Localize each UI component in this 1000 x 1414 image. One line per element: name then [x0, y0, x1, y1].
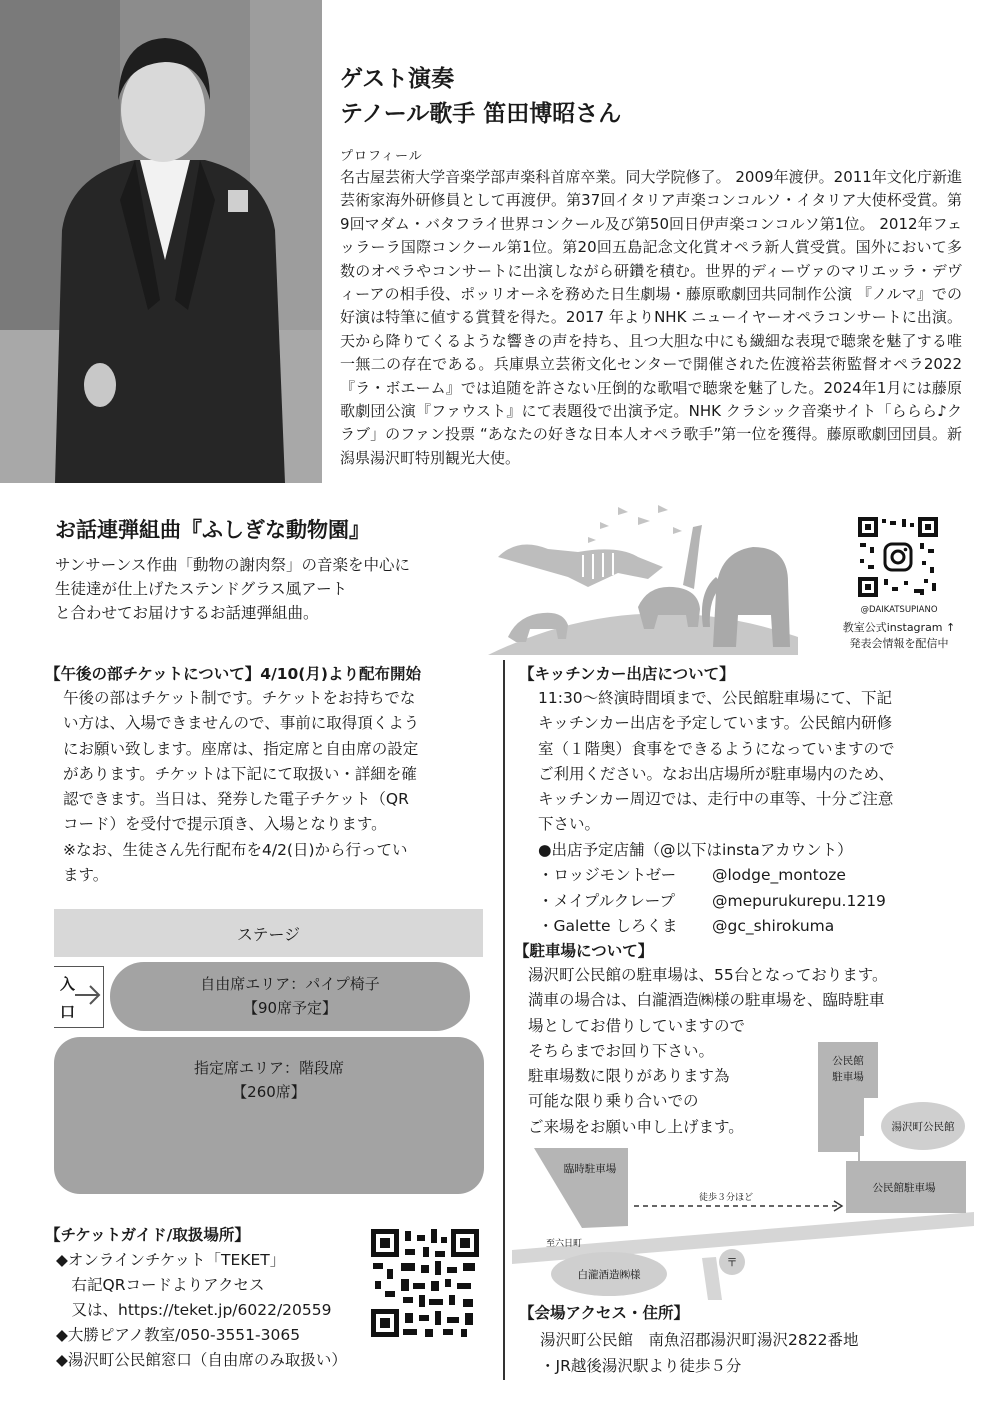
parking-line: 満車の場合は、白瀧酒造㈱様の駐車場を、臨時駐車: [528, 991, 885, 1010]
column-divider: [503, 660, 505, 1380]
venue-map: [512, 1040, 974, 1300]
afternoon-ticket-body: [63, 686, 493, 888]
instagram-note-line: 発表会情報を配信中: [849, 637, 949, 650]
parking-line: 場としてお借りしていますので: [528, 1016, 746, 1035]
access-heading: 【会場アクセス・住所】: [519, 1304, 690, 1322]
afternoon-line: 認できます。当日は、発券した電子チケット（QR: [63, 790, 409, 809]
afternoon-line: コード）を受付で提示頂き、入場となります。: [63, 815, 387, 834]
free-seat-label: 自由席エリア：パイプ椅子: [200, 975, 380, 993]
instagram-handle: @DAIKATSUPIANO: [860, 605, 938, 615]
temporary-parking-label: 臨時駐車場: [563, 1163, 617, 1175]
reserved-seat-area: [54, 1037, 484, 1194]
kitchen-car-body: [538, 686, 978, 838]
afternoon-line: い方は、入場できませんので、事前に取得頂くよう: [63, 714, 420, 733]
guest-heading-line1: ゲスト演奏: [340, 66, 455, 92]
reserved-seat-label: 指定席エリア：階段席: [193, 1059, 344, 1077]
tenor-portrait: [0, 0, 322, 483]
shop-item: [538, 889, 978, 914]
guide-line: ◆湯沢町公民館窓口（自由席のみ取扱い）: [56, 1351, 347, 1369]
medley-desc-line: と合わせてお届けするお話連弾組曲。: [55, 604, 319, 622]
post-office-icon: 〒: [726, 1256, 738, 1269]
instagram-note: [836, 620, 962, 652]
medley-title: お話連弾組曲『ふしぎな動物園』: [55, 518, 370, 542]
guide-line: ◆オンラインチケット「TEKET」: [56, 1251, 286, 1269]
shop-name: ・Galette しろくま: [538, 916, 678, 935]
access-address: 湯沢町公民館 南魚沼郡湯沢町湯沢2822番地: [540, 1331, 859, 1349]
hall-parking-label: 駐車場: [832, 1071, 864, 1083]
afternoon-line: ます。: [63, 866, 109, 885]
teket-qr-code[interactable]: [371, 1229, 479, 1337]
access-directions: ・JR越後湯沢駅より徒歩５分: [540, 1357, 742, 1375]
side-road: [702, 1257, 722, 1300]
medley-desc-line: 生徒達が仕上げたステンドグラス風アート: [55, 580, 348, 598]
profile-label: プロフィール: [340, 149, 423, 164]
instagram-note-line: 教室公式instagram ↑: [842, 621, 956, 634]
entrance-arrow-icon: [73, 980, 103, 1010]
shop-name: ・ロッジモントゼー: [538, 866, 677, 885]
reserved-seat-count: 【260席】: [232, 1083, 306, 1101]
parking-line: ご来場をお願い申し上げます。: [528, 1117, 744, 1136]
walk-time-label: 徒歩３分ほど: [698, 1193, 754, 1203]
parking-line: 湯沢町公民館の駐車場は、55台となっております。: [528, 966, 888, 984]
shop-item: [538, 863, 978, 888]
kitchen-line: 下さい。: [538, 815, 601, 834]
shop-list-heading: ●出店予定店舗（@以下はinstaアカウント）: [538, 841, 853, 859]
parking-heading: 【駐車場について】: [514, 942, 654, 960]
guest-heading: [340, 62, 621, 132]
medley-desc-line: サンサーンス作曲「動物の謝肉祭」の音楽を中心に: [55, 556, 410, 574]
guest-heading-line2: テノール歌手 笛田博昭さん: [340, 101, 622, 127]
guest-photo: [0, 0, 322, 483]
shop-account[interactable]: @lodge_montoze: [712, 866, 846, 885]
afternoon-line: があります。チケットは下記にて取扱い・詳細を確: [63, 764, 417, 783]
kitchen-line: キッチンカー出店を予定しています。公民館内研修: [538, 714, 893, 733]
afternoon-line: 午後の部はチケット制です。チケットをお持ちでな: [63, 689, 416, 707]
guide-line-url[interactable]: 又は、https://teket.jp/6022/20559: [56, 1301, 332, 1319]
animal-silhouette-illustration: [488, 497, 798, 655]
shop-account[interactable]: @mepurukurepu.1219: [712, 891, 886, 910]
parking-line: 可能な限り乗り合いでの: [528, 1092, 699, 1111]
guide-line: 右記QRコードよりアクセス: [56, 1276, 265, 1294]
shop-list: [538, 838, 978, 939]
direction-label: 至六日町: [546, 1239, 583, 1249]
ticket-guide-heading: 【チケットガイド/取扱場所】: [45, 1226, 250, 1244]
parking-line: 駐車場数に限りがあります為: [528, 1067, 730, 1086]
shop-account[interactable]: @gc_shirokuma: [712, 916, 835, 935]
stage-area: [54, 909, 483, 957]
kitchen-car-heading: 【キッチンカー出店について】: [519, 665, 735, 683]
kitchen-line: ご利用ください。なお出店場所が駐車場内のため、: [538, 764, 894, 783]
kitchen-line: キッチンカー周辺では、走行中の車等、十分ご注意: [538, 790, 894, 809]
free-seat-area: [110, 962, 470, 1031]
parking-line: そちらまでお回り下さい。: [528, 1041, 715, 1060]
brewery-label: 白瀧酒造㈱様: [577, 1269, 641, 1281]
stage-label: ステージ: [236, 924, 301, 944]
entrance-label: 入: [60, 975, 76, 993]
medley-description: [55, 553, 410, 625]
kitchen-line: 室（１階奥）食事をできるようになっていますので: [538, 739, 895, 758]
guide-line-phone[interactable]: ◆大勝ピアノ教室/050-3551-3065: [56, 1326, 301, 1344]
hall-label: 湯沢町公民館: [891, 1121, 955, 1133]
free-seat-count: 【90席予定】: [242, 999, 338, 1017]
afternoon-line: ※なお、生徒さん先行配布を4/2(日)から行ってい: [63, 840, 408, 859]
profile-text: 名古屋芸術大学音楽学部声楽科首席卒業。同大学院修了。 2009年渡伊。2011年文化庁新進芸術家海外研修員として再渡伊。第37回イタリア声楽コンコルソ・イタリア大使杯受賞。第9回マダム・バタフライ世界コンクール及び第50回日伊声楽コンコルソ第1位。 2012年フェッラーラ国際コンクール第1位。第20回五島記念文化賞オペラ新人賞受賞。国外において多数のオペラやコンサートに出演しながら研鑽を積む。世界的ディーヴァのマリエッラ・デヴィーアの相手役、ポッリオーネを務めた日生劇場・藤原歌劇団共同制作公演 『ノルマ』での好演は特筆に値する賞賛を得た。2017 年よりNHK ニューイヤーオペラコンサートに出演。 天から降りてくるような響きの声を持ち、且つ大胆な中にも繊細な表現で聴衆を魅了する唯一無二の存在である。兵庫県立芸術文化センターで開催された佐渡裕芸術監督オペラ2022『ラ・ボエーム』では追随を許さない圧倒的な歌唱で聴衆を魅了した。2024年1月には藤原歌劇団公演『ファウスト』にて表題役で出演予定。NHK クラシック音楽サイト「ららら♪クラブ」のファン投票 “あなたの好きな日本人オペラ歌手”第一位を獲得。藤原歌劇団団員。新潟県湯沢町特別観光大使。: [340, 168, 962, 467]
ticket-guide-body: [56, 1248, 376, 1373]
afternoon-line: にお願い致します。座席は、指定席と自由席の設定: [63, 739, 419, 758]
hall-parking-lot-label: 公民館駐車場: [872, 1182, 936, 1194]
hall-parking-label: 公民館: [832, 1055, 864, 1067]
temporary-parking-area: [534, 1148, 628, 1228]
entrance-label: 口: [60, 1003, 76, 1021]
instagram-qr-code[interactable]: [858, 517, 938, 597]
kitchen-line: 11:30〜終演時間頃まで、公民館駐車場にて、下記: [538, 689, 893, 707]
afternoon-ticket-heading: 【午後の部チケットについて】4/10(月)より配布開始: [45, 665, 421, 683]
shop-item: [538, 914, 978, 939]
shop-name: ・メイプルクレープ: [538, 891, 676, 910]
access-body: [540, 1327, 980, 1379]
